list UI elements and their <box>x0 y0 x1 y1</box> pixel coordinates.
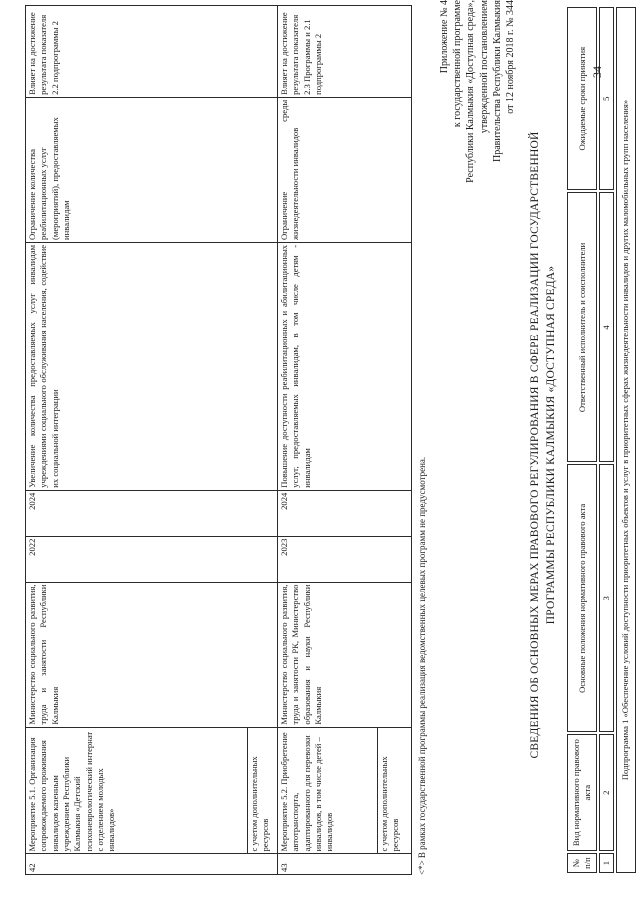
activity-extra: с учетом дополнительных ресурсов <box>378 727 412 854</box>
column-header: Основные положения нормативного правового акта <box>567 464 597 732</box>
appendix-line: от 12 ноября 2018 г. № 344 <box>504 0 516 114</box>
activity-name: Мероприятие 5.2. Приобретение автотранспорта, адаптированного для перевозки инвалидов, в том числе детей – инвалидов <box>278 727 378 854</box>
column-header: № п/п <box>567 853 597 873</box>
appendix-line: утвержденной постановлением <box>478 0 490 134</box>
table-row <box>278 6 378 875</box>
column-header: Ожидаемые сроки принятия <box>567 7 597 190</box>
row-number: 42 <box>26 854 278 875</box>
appendix-block <box>438 0 517 290</box>
appendix-line: Правительства Республики Калмыкия <box>491 0 503 163</box>
footnote: <*> В рамках государственной программы реализация ведомственных целевых программ не предусмотрена. <box>417 456 427 875</box>
end-year: 2024 <box>278 490 412 536</box>
appendix-line: Приложение № 4 <box>439 0 450 74</box>
expected-result: Увеличение количества предоставляемых услуг инвалидам учреждениями социального обслуживания населения, содействие их социальной интеграции <box>26 242 278 490</box>
column-number: 5 <box>599 7 614 190</box>
column-number: 3 <box>599 464 614 732</box>
indicator-link: Влияет на достижение результата показателя 2.3 Программы и 2.1 подпрограммы 2 <box>278 6 412 98</box>
consequences: Ограничение количества реабилитационных услуг (мероприятий), предоставляемых инвалидам <box>26 97 278 242</box>
start-year: 2023 <box>278 536 412 582</box>
activity-extra: с учетом дополнительных ресурсов <box>248 727 278 854</box>
indicator-link: Влияет на достижение результата показателя 2.2 подпрограммы 2 <box>26 6 278 98</box>
row-number: 43 <box>278 854 412 875</box>
expected-result: Повышение доступности реабилитационных и абилитационных услуг, предоставляемых инвалидам, в том числе детям - инвалидам <box>278 242 412 490</box>
start-year: 2022 <box>26 536 278 582</box>
column-header: Ответственный исполнитель и соисполнители <box>567 192 597 462</box>
legal-measures-table <box>565 5 638 875</box>
table-row <box>616 7 636 873</box>
title-line: СВЕДЕНИЯ ОБ ОСНОВНЫХ МЕРАХ ПРАВОВОГО РЕГУЛИРОВАНИЯ В СФЕРЕ РЕАЛИЗАЦИИ ГОСУДАРСТВЕННОЙ <box>529 131 541 759</box>
page-title <box>528 35 559 855</box>
subprogram-title: Подпрограмма 1 «Обеспечение условий доступности приоритетных объектов и услуг в приоритетных сферах жизнедеятельности инвалидов и других маломобильных групп населения» <box>616 7 636 873</box>
consequences: Ограничение среды жизнедеятельности инвалидов <box>278 97 412 242</box>
column-number: 4 <box>599 192 614 462</box>
activity-name: Мероприятие 5.1. Организация сопровождаемого проживания инвалидов казенным учреждением Республики Калмыкия «Детский психоневрологический интернат с отделением молодых инвалидов» <box>26 727 248 854</box>
table-number-row <box>599 7 614 873</box>
column-header: Вид нормативного правового акта <box>567 734 597 851</box>
column-number: 2 <box>599 734 614 851</box>
executor: Министерство социального развития, труда и занятости РК, Министерство образования и науки Республики Калмыкия <box>278 582 412 727</box>
executor: Министерство социального развития, труда и занятости Республики Калмыкия <box>26 582 278 727</box>
page-number: 34 <box>590 66 604 78</box>
table-row <box>26 6 248 875</box>
column-number: 1 <box>599 853 614 873</box>
end-year: 2024 <box>26 490 278 536</box>
activities-table <box>25 5 412 875</box>
table-header-row <box>567 7 597 873</box>
appendix-line: Республики Калмыкия «Доступная среда», <box>465 0 477 183</box>
appendix-line: к государственной программе <box>452 0 464 128</box>
title-line: ПРОГРАММЫ РЕСПУБЛИКИ КАЛМЫКИЯ «ДОСТУПНАЯ СРЕДА» <box>544 265 557 625</box>
